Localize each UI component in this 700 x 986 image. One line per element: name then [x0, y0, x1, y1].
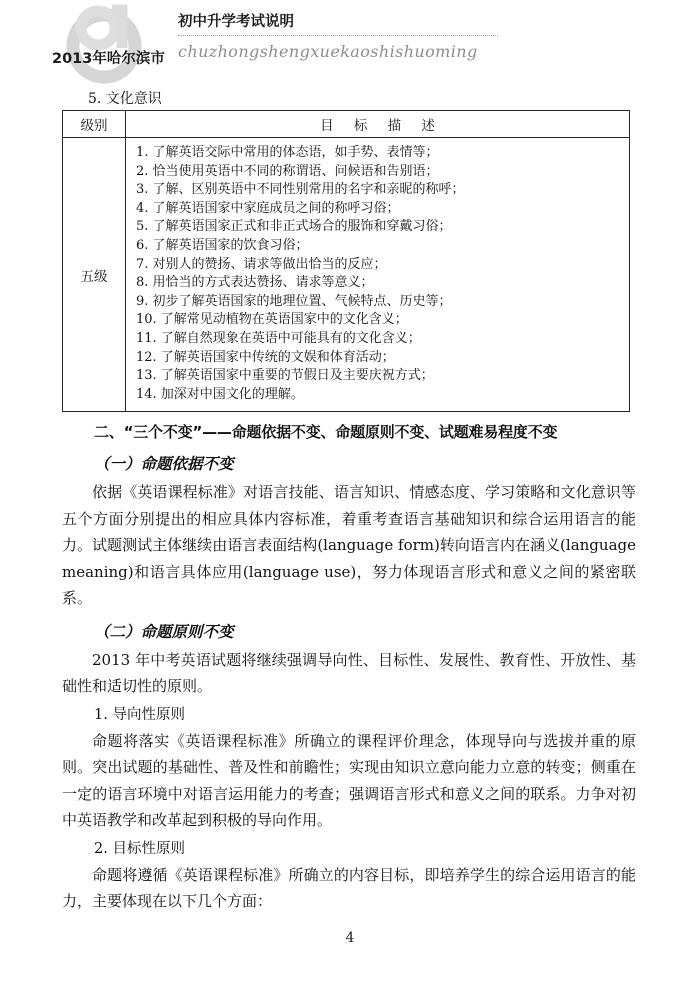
cultural-awareness-table: [62, 110, 630, 412]
table-header-row: [63, 111, 630, 138]
header-title-block: [178, 12, 678, 61]
heading-two: 二、“三个不变”——命题依据不变、命题原则不变、试题难易程度不变: [94, 423, 558, 441]
numbered-heading-2: 2. 目标性原则: [94, 840, 185, 857]
paragraph-principles: 2013 年中考英语试题将继续强调导向性、目标性、发展性、教育性、开放性、基础性和适切性的原则。: [62, 650, 636, 695]
subheading-one: （一）命题依据不变: [94, 454, 234, 473]
table-row: [63, 138, 630, 412]
list-item: 4. 了解英语国家中家庭成员之间的称呼习俗；: [136, 200, 400, 216]
header-year-city-label: 2013年哈尔滨市: [52, 51, 165, 67]
header-title: 初中升学考试说明: [178, 14, 294, 30]
subheading-two: （二）命题原则不变: [94, 621, 234, 641]
table-col-level: 级别: [63, 111, 126, 138]
header-dotted-rule: [178, 35, 498, 36]
table-col-description: 目 标 描 述: [126, 111, 630, 138]
list-item: 11. 了解自然现象在英语中可能具有的文化含义；: [136, 330, 421, 346]
list-item: 12. 了解英语国家中传统的文娱和体育活动；: [136, 349, 395, 365]
list-item: 6. 了解英语国家的饮食习俗；: [136, 237, 309, 253]
table-cell-level: 五级: [63, 138, 126, 412]
goal-description-list: [136, 144, 623, 404]
list-item: 7. 对别人的赞扬、请求等做出恰当的反应；: [136, 256, 387, 272]
table-cell-description: [126, 138, 630, 412]
document-body: [62, 420, 636, 915]
list-item: 5. 了解英语国家正式和非正式场合的服饰和穿戴习俗；: [136, 219, 452, 235]
list-item: 8. 用恰当的方式表达赞扬、请求等意义；: [136, 275, 374, 291]
paragraph-basis: 依据《英语课程标准》对语言技能、语言知识、情感态度、学习策略和文化意识等五个方面分别提出的相应具体内容标准，着重考查语言基础知识和综合运用语言的能力。试题测试主体继续由语言表面结构(language form)转向语言内在涵义(language meaning)和语言具体应用(language use)，努力体现语言形式和意义之间的紧密联系。: [62, 483, 636, 607]
list-item: 9. 初步了解英语国家的地理位置、气候特点、历史等；: [136, 293, 452, 309]
ring-watermark-logo: [60, 2, 160, 84]
section-label: 5. 文化意识: [88, 91, 162, 107]
page-number: 4: [345, 930, 355, 946]
list-item: 2. 恰当使用英语中不同的称谓语、问候语和告别语；: [136, 163, 439, 179]
list-item: 14. 加深对中国文化的理解。: [136, 386, 304, 402]
paragraph-objective: 命题将遵循《英语课程标准》所确立的内容目标，即培养学生的综合运用语言的能力，主要体现在以下几个方面：: [62, 865, 636, 910]
list-item: 3. 了解、区别英语中不同性别常用的名字和亲昵的称呼；: [136, 182, 465, 198]
paragraph-orientation: 命题将落实《英语课程标准》所确立的课程评价理念，体现导向与选拔并重的原则。突出试题的基础性、普及性和前瞻性；实现由知识立意向能力立意的转变；侧重在一定的语言环境中对语言运用能力的考查；强调语言形式和意义之间的联系。力争对初中英语教学和改革起到积极的导向作用。: [62, 731, 636, 829]
page-header: [0, 0, 700, 86]
list-item: 10. 了解常见动植物在英语国家中的文化含义；: [136, 312, 408, 328]
numbered-heading-1: 1. 导向性原则: [94, 706, 185, 723]
header-pinyin: chuzhongshengxuekaoshishuoming: [178, 42, 478, 61]
list-item: 13. 了解英语国家中重要的节假日及主要庆祝方式；: [136, 368, 434, 384]
list-item: 1. 了解英语交际中常用的体态语，如手势、表情等；: [136, 145, 439, 160]
